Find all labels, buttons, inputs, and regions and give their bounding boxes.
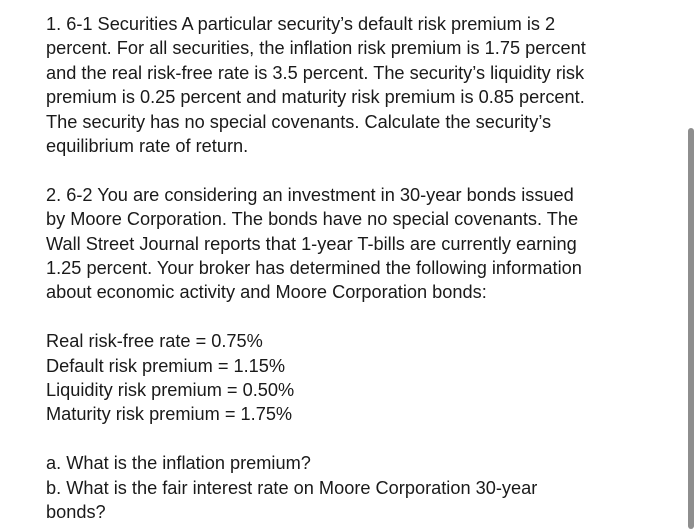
document-body	[46, 12, 674, 524]
data-item-default-risk-premium: Default risk premium = 1.15%	[46, 355, 286, 376]
paragraph-spacer	[46, 305, 674, 329]
subquestion-b-continued: bonds?	[46, 502, 106, 523]
question-2-intro-line: Wall Street Journal reports that 1-year T-bills are currently earning	[46, 233, 577, 254]
question-1-paragraph	[46, 12, 674, 158]
paragraph-spacer	[46, 158, 674, 182]
question-2-intro-line: 1.25 percent. Your broker has determined the following information	[46, 258, 582, 279]
paragraph-spacer	[46, 427, 674, 451]
question-1-line: premium is 0.25 percent and maturity risk premium is 0.85 percent.	[46, 87, 585, 108]
question-1-line: equilibrium rate of return.	[46, 136, 249, 157]
question-1-line: The security has no special covenants. Calculate the security’s	[46, 111, 552, 132]
question-1-line: 1. 6-1 Securities A particular security’s default risk premium is 2	[46, 14, 556, 34]
question-2-intro-line: about economic activity and Moore Corporation bonds:	[46, 282, 487, 303]
subquestion-a: a. What is the inflation premium?	[46, 453, 311, 474]
vertical-scrollbar[interactable]	[688, 128, 694, 529]
data-item-maturity-risk-premium: Maturity risk premium = 1.75%	[46, 404, 293, 425]
question-1-line: and the real risk-free rate is 3.5 percent. The security’s liquidity risk	[46, 62, 585, 83]
question-1-line: percent. For all securities, the inflation risk premium is 1.75 percent	[46, 38, 586, 59]
question-2-intro-paragraph	[46, 183, 674, 305]
question-2-data-list	[46, 329, 674, 427]
question-2-intro-line: by Moore Corporation. The bonds have no special covenants. The	[46, 209, 579, 230]
data-item-liquidity-risk-premium: Liquidity risk premium = 0.50%	[46, 380, 295, 401]
question-2-intro-line: 2. 6-2 You are considering an investment in 30-year bonds issued	[46, 184, 574, 205]
question-2-subquestions	[46, 451, 674, 524]
data-item-real-risk-free-rate: Real risk-free rate = 0.75%	[46, 331, 263, 352]
subquestion-b: b. What is the fair interest rate on Moore Corporation 30-year	[46, 477, 538, 498]
